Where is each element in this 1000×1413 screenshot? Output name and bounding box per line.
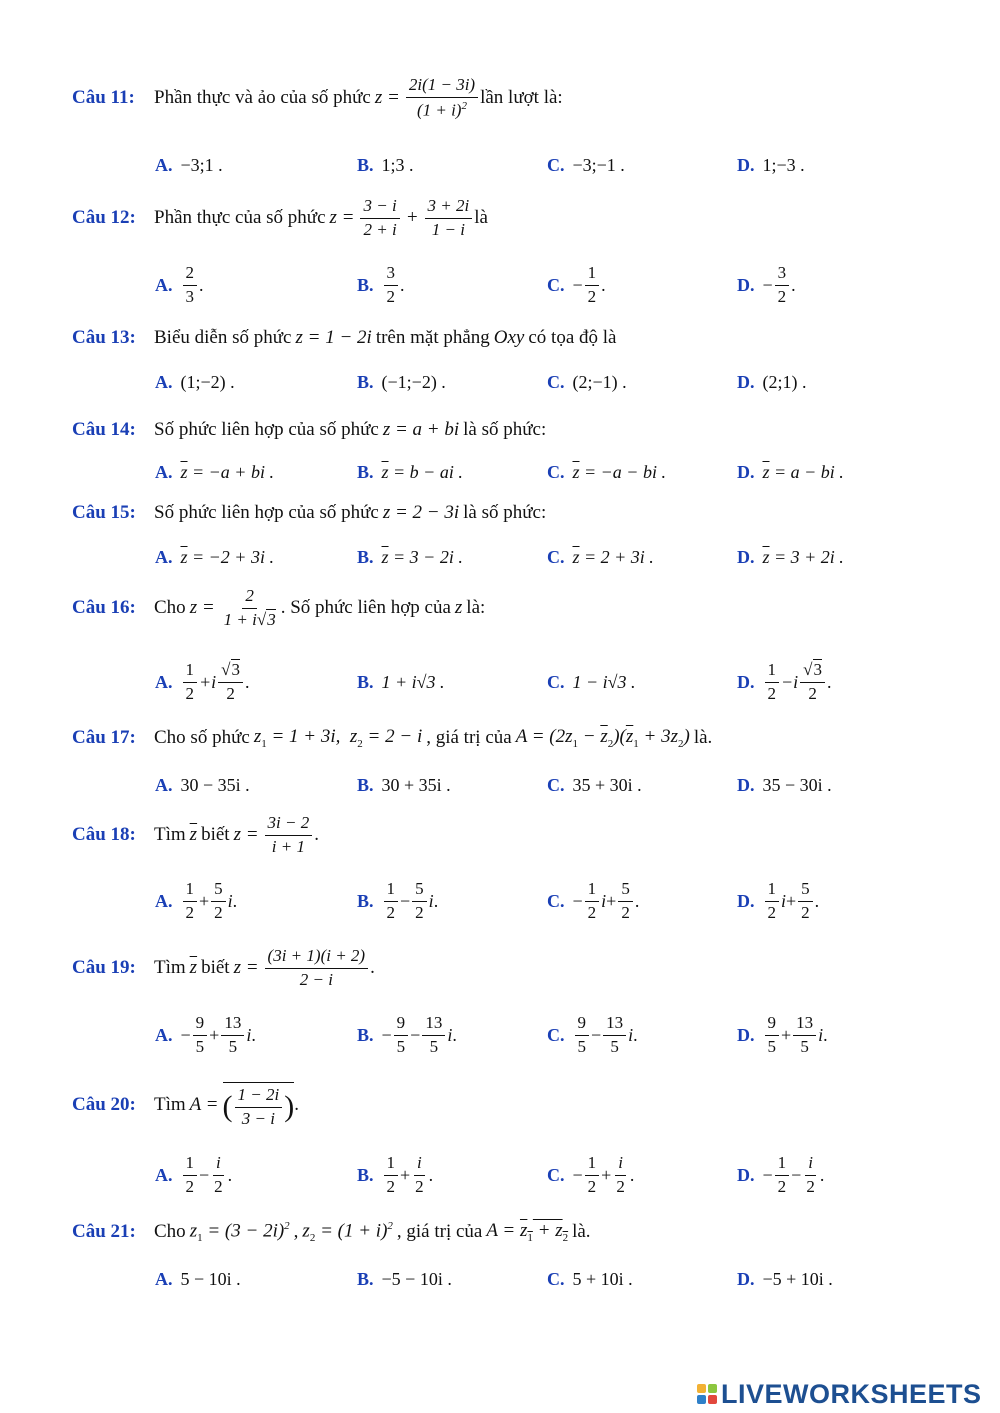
question-label: Câu 17: (72, 727, 136, 748)
option-b[interactable]: B. $\overline{z}$ = 3 − 2i . (357, 546, 463, 567)
option-a[interactable]: A. $\frac{2}{3}$ . (155, 262, 204, 306)
question-text: biết (201, 957, 230, 978)
fraction: $\frac{(3i + 1)(i + 2)}{2 - i}$ (265, 947, 369, 989)
option-b[interactable] (357, 775, 451, 796)
fraction: $\frac{5}{2}$ (618, 880, 633, 922)
option-letter: A. (155, 1268, 173, 1289)
fraction: $\frac{2}{1 + i√3}$ (223, 585, 276, 629)
question-text: Tìm (154, 957, 186, 978)
option-letter: B. (357, 274, 374, 295)
fraction: $\frac{i}{2}$ (616, 1152, 625, 1196)
option-letter: D. (737, 1024, 755, 1045)
option-value: = −2 + 3i . (192, 546, 274, 567)
option-value: (1;−2) . (180, 371, 235, 392)
option-value: = b − ai . (393, 461, 463, 482)
fraction: $\frac{5}{2}$ (412, 880, 427, 922)
question-text: lần lượt là: (480, 87, 563, 108)
option-a[interactable]: A. $\overline{z}$ = −2 + 3i . (155, 546, 274, 567)
option-letter: C. (547, 1024, 565, 1045)
question-15 (72, 493, 546, 533)
question-12: Câu 12: Phần thực của số phức z = $\frac{3 - i}{2 + i}$ + $\frac{3 + 2i}{1 - i}$ là (72, 195, 488, 239)
option-letter: C. (547, 1164, 565, 1185)
question-label: Câu 13: (72, 327, 136, 348)
fraction: $\frac{2i(1 - 3i)}{(1 + i)^2}$ (406, 76, 478, 120)
option-value: 1;−3 . (762, 154, 805, 175)
option-value: 35 − 30i . (762, 774, 832, 795)
fraction: $\frac{i}{2}$ (214, 1152, 223, 1196)
option-letter: D. (737, 890, 755, 911)
question-text: , giá trị của (396, 1221, 483, 1242)
fraction: $\frac{1}{2}$ (384, 880, 399, 922)
option-c[interactable]: C. − $\frac{1}{2}$ i + $\frac{5}{2}$ . (547, 878, 640, 922)
question-label: Câu 12: (72, 207, 136, 228)
option-letter: A. (155, 546, 173, 567)
option-value: −5 + 10i . (762, 1268, 833, 1289)
option-value: = a − bi . (774, 461, 844, 482)
fraction: $\frac{1}{2}$ (384, 1154, 399, 1196)
option-letter: C. (547, 154, 565, 175)
option-c[interactable]: C. − $\frac{1}{2}$ + $\frac{i}{2}$ . (547, 1152, 635, 1196)
option-letter: B. (357, 546, 374, 567)
fraction: $\frac{1}{2}$ (183, 1154, 198, 1196)
option-c[interactable]: C. $\frac{9}{5}$ − $\frac{13}{5}$ i . (547, 1012, 638, 1056)
option-value: = −a + bi . (192, 461, 274, 482)
option-letter: D. (737, 774, 755, 795)
option-c[interactable]: C. − $\frac{1}{2}$ . (547, 262, 606, 306)
option-letter: A. (155, 774, 173, 795)
fraction: $\frac{5}{2}$ (798, 880, 813, 922)
option-d[interactable]: D. − $\frac{1}{2}$ − $\frac{i}{2}$ . (737, 1152, 825, 1196)
question-label: Câu 20: (72, 1094, 136, 1115)
option-letter: D. (737, 1268, 755, 1289)
option-a[interactable]: A. $\overline{z}$ = −a + bi . (155, 461, 274, 482)
option-c[interactable] (547, 1269, 633, 1290)
option-letter: D. (737, 1164, 755, 1185)
question-text: Cho (154, 1221, 186, 1242)
option-letter: B. (357, 774, 374, 795)
fraction: $\frac{√3}{2}$ (218, 661, 243, 703)
options-21 (155, 1259, 915, 1299)
options-16 (155, 659, 915, 703)
option-b[interactable]: B. $\frac{3}{2}$ . (357, 262, 405, 306)
fraction: $\frac{13}{5}$ (603, 1014, 626, 1056)
question-text: Tìm (154, 824, 186, 845)
option-letter: B. (357, 671, 374, 692)
option-letter: D. (737, 461, 755, 482)
option-b[interactable] (357, 372, 446, 393)
option-letter: D. (737, 274, 755, 295)
option-letter: C. (547, 890, 565, 911)
option-c[interactable] (547, 775, 642, 796)
conjugate-expression: ( $\frac{1 - 2i}{3 - i}$ ) (223, 1082, 295, 1128)
fraction: $\frac{9}{5}$ (575, 1014, 590, 1056)
fraction: $\frac{2}{3}$ (183, 264, 198, 306)
question-label: Câu 18: (72, 824, 136, 845)
fraction: $\frac{9}{5}$ (394, 1014, 409, 1056)
option-b[interactable]: B. $\frac{1}{2}$ + $\frac{i}{2}$ . (357, 1152, 434, 1196)
option-value: −5 − 10i . (381, 1268, 452, 1289)
option-letter: C. (547, 1268, 565, 1289)
question-text: là (474, 207, 488, 228)
option-letter: A. (155, 1164, 173, 1185)
option-a[interactable]: A. − $\frac{9}{5}$ + $\frac{13}{5}$ i . (155, 1012, 256, 1056)
question-14 (72, 410, 546, 450)
question-text: Tìm (154, 1094, 186, 1115)
option-letter: A. (155, 461, 173, 482)
option-value: = −a − bi . (584, 461, 666, 482)
option-value: 35 + 30i . (572, 774, 642, 795)
option-a[interactable]: A. $\frac{1}{2}$ +i $\frac{√3}{2}$ . (155, 659, 250, 703)
option-a[interactable]: A. $\frac{1}{2}$ + $\frac{5}{2}$ i . (155, 878, 238, 922)
options-19 (155, 1012, 915, 1056)
option-c[interactable]: C. $\overline{z}$ = 2 + 3i . (547, 546, 654, 567)
option-a[interactable] (155, 155, 223, 176)
option-a[interactable] (155, 1269, 241, 1290)
option-a[interactable]: A. $\frac{1}{2}$ − $\frac{i}{2}$ . (155, 1152, 233, 1196)
question-text: Cho (154, 597, 186, 618)
fraction: $\frac{1}{2}$ (585, 264, 600, 306)
option-a[interactable] (155, 775, 250, 796)
option-c[interactable] (547, 372, 627, 393)
fraction: $\frac{1}{2}$ (183, 661, 198, 703)
option-b[interactable]: B. $\overline{z}$ = b − ai . (357, 461, 463, 482)
option-letter: D. (737, 371, 755, 392)
fraction: $\frac{1}{2}$ (585, 880, 600, 922)
liveworksheets-logo (697, 1376, 982, 1412)
brand-name: LIVEWORKSHEETS (721, 1378, 982, 1409)
option-letter: B. (357, 1024, 374, 1045)
question-label: Câu 15: (72, 502, 136, 523)
fraction: $\frac{√3}{2}$ (800, 661, 825, 703)
question-label: Câu 11: (72, 87, 135, 108)
option-letter: C. (547, 546, 565, 567)
option-letter: D. (737, 671, 755, 692)
option-d[interactable] (737, 1269, 833, 1290)
question-text: biết (201, 824, 230, 845)
question-text: . Số phức liên hợp của (280, 597, 451, 618)
math-expression: z = 1 − 2i (295, 327, 372, 348)
math-expression: Oxy (493, 327, 525, 348)
math-expression: z = a + bi (382, 419, 460, 440)
question-16: Câu 16: Cho z = $\frac{2}{1 + i√3}$ . Số phức liên hợp của z là: (72, 585, 486, 629)
option-letter: C. (547, 774, 565, 795)
option-d[interactable] (737, 775, 832, 796)
options-15 (155, 537, 915, 577)
question-label: Câu 19: (72, 957, 136, 978)
question-text: Biểu diễn số phức (154, 327, 292, 348)
fraction: $\frac{i}{2}$ (806, 1152, 815, 1196)
option-value: 1;3 . (381, 154, 414, 175)
option-letter: B. (357, 1164, 374, 1185)
options-12 (155, 262, 915, 306)
question-text: Phần thực và ảo của số phức (154, 87, 371, 108)
option-letter: A. (155, 274, 173, 295)
option-value: (−1;−2) . (381, 371, 446, 392)
option-value: 5 + 10i . (572, 1268, 633, 1289)
option-value: (2;−1) . (572, 371, 627, 392)
question-text: là. (693, 726, 713, 748)
question-label: Câu 16: (72, 597, 136, 618)
options-11 (155, 145, 915, 185)
option-letter: B. (357, 1268, 374, 1289)
option-letter: C. (547, 274, 565, 295)
option-letter: B. (357, 461, 374, 482)
fraction: $\frac{3 - i}{2 + i}$ (360, 197, 399, 239)
option-b[interactable] (357, 1269, 452, 1290)
option-value: 5 − 10i . (180, 1268, 241, 1289)
option-d[interactable]: D. $\overline{z}$ = 3 + 2i . (737, 546, 844, 567)
question-text: Số phức liên hợp của số phức (154, 419, 379, 440)
option-b[interactable] (357, 672, 445, 693)
option-value: = 3 + 2i . (774, 546, 844, 567)
question-text: là số phức: (463, 502, 547, 523)
option-value: = 2 + 3i . (584, 546, 654, 567)
option-letter: B. (357, 371, 374, 392)
option-d[interactable] (737, 155, 805, 176)
fraction: $\frac{9}{5}$ (193, 1014, 208, 1056)
option-letter: A. (155, 371, 173, 392)
option-letter: B. (357, 154, 374, 175)
question-text: là số phức: (463, 419, 547, 440)
fraction: $\frac{13}{5}$ (793, 1014, 816, 1056)
option-letter: C. (547, 371, 565, 392)
option-b[interactable]: B. $\frac{1}{2}$ − $\frac{5}{2}$ i . (357, 878, 439, 922)
logo-mark-icon (697, 1384, 717, 1404)
option-d[interactable] (737, 372, 807, 393)
question-21: Câu 21: Cho $z_1 = (3 - 2i)^2$ , $z_2 = (1 + i)^2$ , giá trị của $A = z_1 + z_2$ là. (72, 1219, 591, 1245)
fraction: $\frac{1}{2}$ (585, 1154, 600, 1196)
question-20: Câu 20: Tìm A = ( $\frac{1 - 2i}{3 - i}$ ) . (72, 1085, 299, 1125)
fraction: $\frac{5}{2}$ (211, 880, 226, 922)
option-letter: A. (155, 154, 173, 175)
option-d[interactable]: D. $\frac{1}{2}$ −i $\frac{√3}{2}$ . (737, 659, 832, 703)
option-letter: B. (357, 890, 374, 911)
option-c[interactable] (547, 672, 636, 693)
fraction: $\frac{3 + 2i}{1 - i}$ (425, 197, 473, 239)
fraction: $\frac{1}{2}$ (183, 880, 198, 922)
question-text: Số phức liên hợp của số phức (154, 502, 379, 523)
option-d[interactable]: D. $\overline{z}$ = a − bi . (737, 461, 844, 482)
fraction: $\frac{3i - 2}{i + 1}$ (265, 814, 313, 856)
question-label: Câu 21: (72, 1221, 136, 1242)
question-text: , giá trị của (426, 726, 512, 748)
option-a[interactable] (155, 372, 235, 393)
question-text: là: (466, 597, 486, 618)
fraction: $\frac{1}{2}$ (765, 661, 780, 703)
option-letter: A. (155, 671, 173, 692)
question-18: Câu 18: Tìm $\overline{z}$ biết z = $\frac{3i - 2}{i + 1}$ . (72, 812, 319, 856)
fraction: $\frac{3}{2}$ (775, 264, 790, 306)
fraction: $\frac{1}{2}$ (775, 1154, 790, 1196)
option-value: (2;1) . (762, 371, 807, 392)
option-value: 30 − 35i . (180, 774, 250, 795)
option-letter: D. (737, 154, 755, 175)
option-value: −3;−1 . (572, 154, 625, 175)
question-13 (72, 318, 616, 358)
fraction: $\frac{13}{5}$ (221, 1014, 244, 1056)
option-letter: A. (155, 1024, 173, 1045)
option-value: −3;1 . (180, 154, 223, 175)
question-label: Câu 14: (72, 419, 136, 440)
option-value: = 3 − 2i . (393, 546, 463, 567)
question-19: Câu 19: Tìm $\overline{z}$ biết z = $\frac{(3i + 1)(i + 2)}{2 - i}$ . (72, 945, 375, 989)
options-20 (155, 1152, 915, 1196)
option-value: 1 − i√3 . (572, 671, 636, 692)
fraction: $\frac{9}{5}$ (765, 1014, 780, 1056)
options-13 (155, 362, 915, 402)
option-letter: A. (155, 890, 173, 911)
options-18 (155, 878, 915, 922)
option-d[interactable]: D. − $\frac{3}{2}$ . (737, 262, 796, 306)
fraction: $\frac{1}{2}$ (765, 880, 780, 922)
option-value: 30 + 35i . (381, 774, 451, 795)
options-14 (155, 452, 915, 492)
option-c[interactable] (547, 155, 625, 176)
question-text: trên mặt phẳng (375, 327, 490, 348)
math-expression: z = 2 − 3i (382, 502, 460, 523)
question-17: Câu 17: Cho số phức $z_1 = 1 + 3i$, $z_2 = 2 - i$ , giá trị của $A = (2z_1 - \overline{z}_2)(\overline{z}_1 + 3z_2)$ là. (72, 726, 713, 750)
question-11: Câu 11: Phần thực và ảo của số phức z = $\frac{2i(1 - 3i)}{(1 + i)^2}$ lần lượt là: (72, 74, 563, 120)
options-17 (155, 765, 915, 805)
option-b[interactable]: B. − $\frac{9}{5}$ − $\frac{13}{5}$ i . (357, 1012, 457, 1056)
option-letter: C. (547, 671, 565, 692)
fraction: $\frac{13}{5}$ (422, 1014, 445, 1056)
option-d[interactable]: D. $\frac{9}{5}$ + $\frac{13}{5}$ i . (737, 1012, 828, 1056)
option-b[interactable] (357, 155, 414, 176)
question-text: có tọa độ là (528, 327, 617, 348)
question-text: Phần thực của số phức (154, 207, 326, 228)
option-letter: C. (547, 461, 565, 482)
fraction: $\frac{3}{2}$ (384, 264, 399, 306)
option-letter: D. (737, 546, 755, 567)
question-text: là. (572, 1221, 591, 1242)
fraction: $\frac{i}{2}$ (415, 1152, 424, 1196)
option-c[interactable]: C. $\overline{z}$ = −a − bi . (547, 461, 666, 482)
question-text: Cho số phức (154, 726, 250, 748)
option-d[interactable]: D. $\frac{1}{2}$ i + $\frac{5}{2}$ . (737, 878, 820, 922)
option-value: 1 + i√3 . (381, 671, 445, 692)
